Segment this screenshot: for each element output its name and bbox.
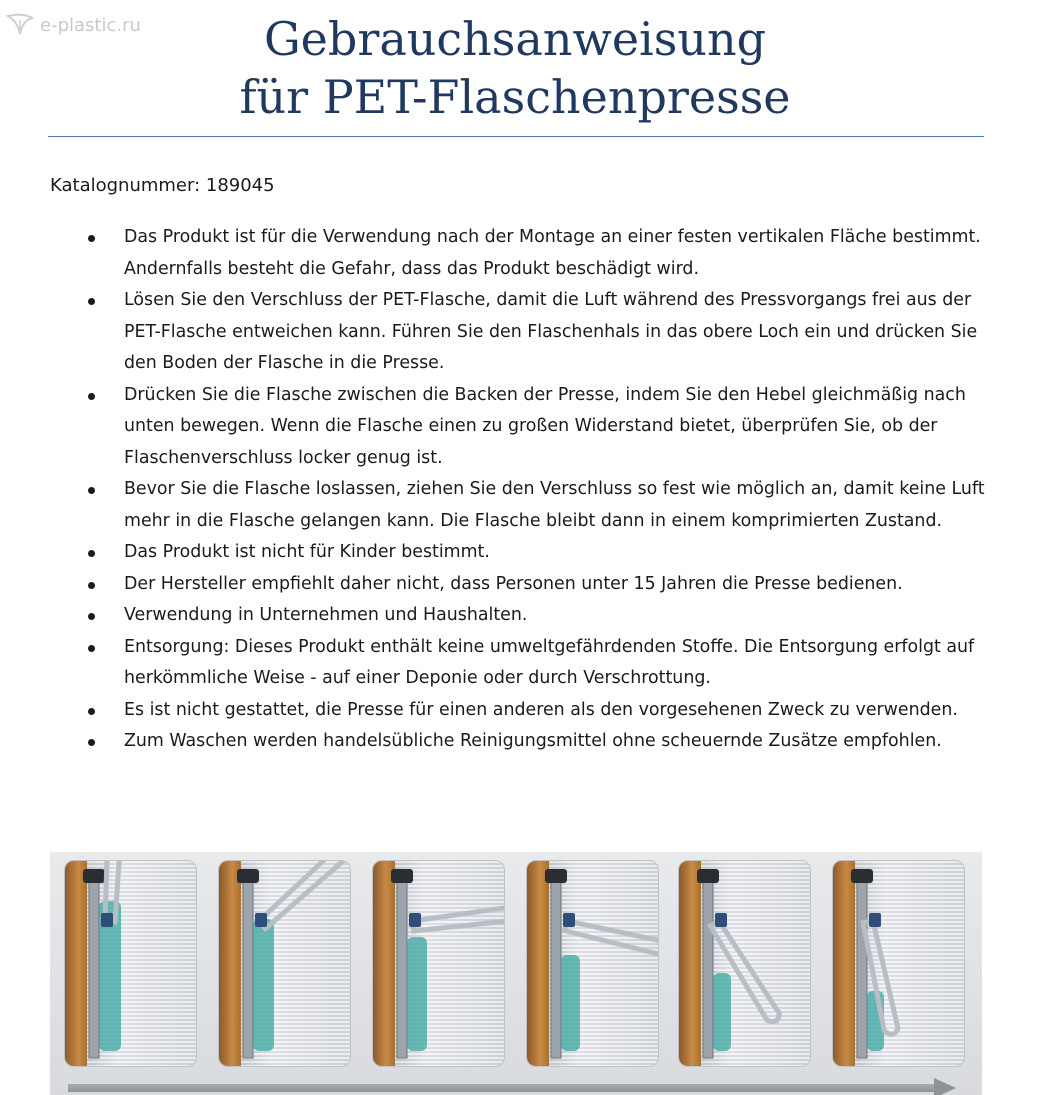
catalog-number: Katalognummer: 189045 xyxy=(50,175,275,196)
watermark-text: e-plastic.ru xyxy=(40,14,141,36)
list-item: Verwendung in Unternehmen und Haushalten. xyxy=(86,600,986,632)
page-title xyxy=(0,10,1030,126)
title-divider xyxy=(48,136,984,137)
title-line-2: für PET-Flaschenpresse xyxy=(239,70,791,124)
list-item: Entsorgung: Dieses Produkt enthält keine umweltgefährdenden Stoffe. Die Entsorgung erfolgt auf herkömmliche Weise - auf einer Deponie oder durch Verschrottung. xyxy=(86,632,986,695)
step-image-3 xyxy=(372,860,505,1067)
list-item: Der Hersteller empfiehlt daher nicht, dass Personen unter 15 Jahren die Presse bedienen. xyxy=(86,569,986,601)
bottle-press-step-icon xyxy=(527,861,658,1066)
step-image-4 xyxy=(526,860,659,1067)
bottle-press-step-icon xyxy=(679,861,810,1066)
arrow-right-icon xyxy=(934,1078,956,1095)
step-image-1 xyxy=(64,860,197,1067)
usage-steps-strip xyxy=(50,852,982,1095)
instruction-list xyxy=(86,222,986,758)
list-item: Das Produkt ist nicht für Kinder bestimmt. xyxy=(86,537,986,569)
list-item: Es ist nicht gestattet, die Presse für einen anderen als den vorgesehenen Zweck zu verwenden. xyxy=(86,695,986,727)
step-image-5 xyxy=(678,860,811,1067)
bottle-press-step-icon xyxy=(373,861,504,1066)
list-item: Lösen Sie den Verschluss der PET-Flasche, damit die Luft während des Pressvorgangs frei aus der PET-Flasche entweichen kann. Führen Sie den Flaschenhals in das obere Loch ein und drücken Sie den Boden der Flasche in die Presse. xyxy=(86,285,986,380)
list-item: Bevor Sie die Flasche loslassen, ziehen Sie den Verschluss so fest wie möglich an, damit keine Luft mehr in die Flasche gelangen kann. Die Flasche bleibt dann in einem komprimierten Zustand. xyxy=(86,474,986,537)
list-item: Zum Waschen werden handelsübliche Reinigungsmittel ohne scheuernde Zusätze empfohlen. xyxy=(86,726,986,758)
list-item: Drücken Sie die Flasche zwischen die Backen der Presse, indem Sie den Hebel gleichmäßig nach unten bewegen. Wenn die Flasche einen zu großen Widerstand bietet, überprüfen Sie, ob der Flaschenverschluss locker genug ist. xyxy=(86,380,986,475)
title-line-1: Gebrauchsanweisung xyxy=(263,12,767,66)
step-image-2 xyxy=(218,860,351,1067)
step-image-6 xyxy=(832,860,965,1067)
list-item: Das Produkt ist für die Verwendung nach der Montage an einer festen vertikalen Fläche bestimmt. Andernfalls besteht die Gefahr, dass das Produkt beschädigt wird. xyxy=(86,222,986,285)
bottle-press-step-icon xyxy=(833,861,964,1066)
bottle-press-step-icon xyxy=(219,861,350,1066)
bottle-press-step-icon xyxy=(65,861,196,1066)
progress-arrow-bar xyxy=(68,1084,948,1092)
